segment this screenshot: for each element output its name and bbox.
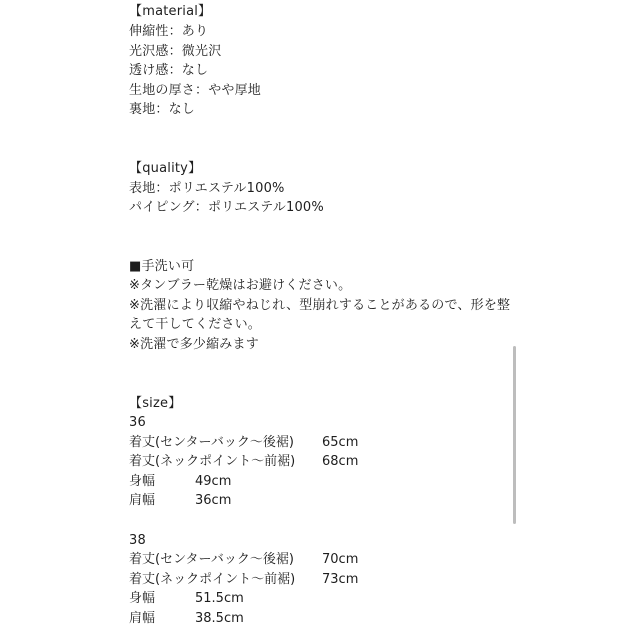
- size-row-value: 68cm: [322, 454, 359, 469]
- material-line: 生地の厚さ：やや厚地: [129, 83, 262, 98]
- material-line: 透け感：なし: [129, 63, 209, 78]
- size-row-key: 身幅: [129, 474, 156, 489]
- quality-line: 表地：ポリエステル100%: [129, 181, 285, 196]
- size-row-key: 肩幅: [129, 493, 156, 508]
- material-heading: 【material】: [129, 4, 212, 19]
- quality-line: パイピング：ポリエステル100%: [129, 200, 324, 215]
- size-row-value: 51.5cm: [195, 591, 244, 606]
- size-row-value: 70cm: [322, 552, 359, 567]
- size-row-value: 65cm: [322, 435, 359, 450]
- size-heading: 【size】: [129, 396, 182, 411]
- material-line: 裏地：なし: [129, 102, 196, 117]
- quality-heading: 【quality】: [129, 161, 202, 176]
- size-row-key: 着丈(ネックポイント〜前裾): [129, 572, 296, 587]
- care-line: えて干してください。: [129, 317, 262, 332]
- size-row-key: 着丈(センターバック〜後裾): [129, 552, 294, 567]
- size-row-value: 36cm: [195, 493, 232, 508]
- size-row-key: 身幅: [129, 591, 156, 606]
- size-row-key: 着丈(センターバック〜後裾): [129, 435, 294, 450]
- size-label: 36: [129, 415, 146, 430]
- size-row-value: 38.5cm: [195, 611, 244, 626]
- material-line: 伸縮性：あり: [129, 24, 209, 39]
- scrollbar-thumb[interactable]: [513, 346, 516, 524]
- material-line: 光沢感：微光沢: [129, 44, 222, 59]
- care-line: ※タンブラー乾燥はお避けください。: [129, 278, 352, 293]
- size-label: 38: [129, 533, 146, 548]
- care-line: ※洗濯で多少縮みます: [129, 337, 259, 352]
- size-row-value: 49cm: [195, 474, 232, 489]
- care-line: ※洗濯により収縮やねじれ、型崩れすることがあるので、形を整: [129, 298, 511, 313]
- care-heading: ■手洗い可: [129, 259, 195, 274]
- size-row-value: 73cm: [322, 572, 359, 587]
- size-row-key: 肩幅: [129, 611, 156, 626]
- size-row-key: 着丈(ネックポイント〜前裾): [129, 454, 296, 469]
